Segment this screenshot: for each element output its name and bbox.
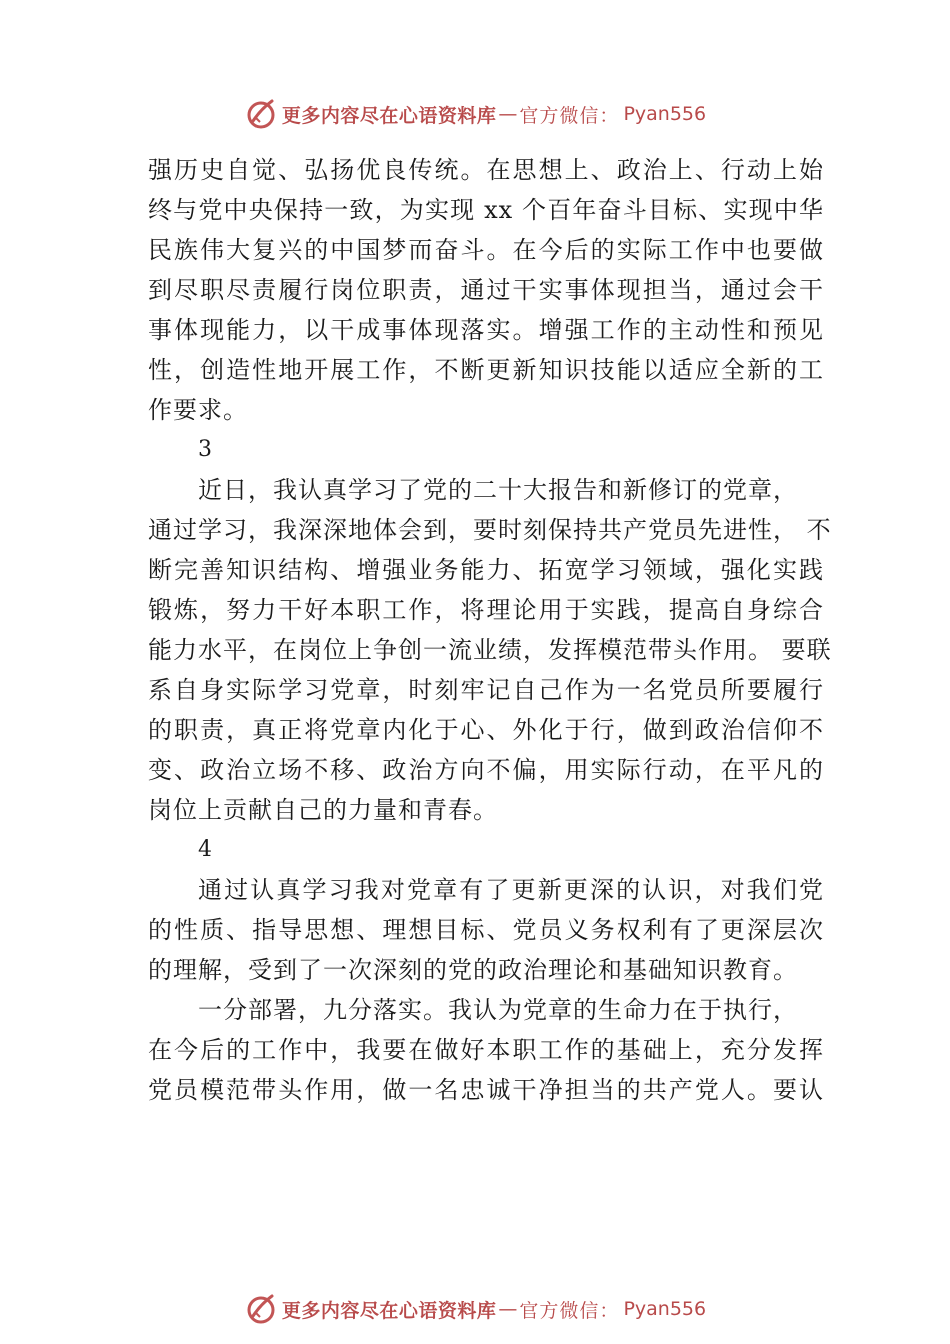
text-line: 的职责，真正将党章内化于心、外化于行，做到政治信仰不: [148, 716, 824, 744]
banner-wechat-label: 官方微信：: [519, 104, 620, 127]
text-line: 断完善知识结构、增强业务能力、拓宽学习领域，强化实践: [148, 556, 824, 584]
text-line: 事体现能力，以干成事体现落实。增强工作的主动性和预见: [148, 316, 824, 344]
banner-separator: —: [498, 1298, 518, 1320]
text-line: 能力水平，在岗位上争创一流业绩，发挥模范带头作用。 要联: [148, 636, 832, 664]
text-line: 一分部署，九分落实。我认为党章的生命力在于执行，: [198, 996, 798, 1024]
text-line: 通过认真学习我对党章有了更新更深的认识，对我们党: [198, 876, 824, 904]
text-line: 近日，我认真学习了党的二十大报告和新修订的党章，: [198, 476, 798, 504]
brush-logo-icon: [244, 97, 278, 131]
banner-title: 更多内容尽在心语资料库: [281, 104, 497, 127]
text-line: 终与党中央保持一致，为实现 xx 个百年奋斗目标、实现中华: [148, 196, 824, 224]
brush-logo-icon: [244, 1292, 278, 1326]
text-line: 系自身实际学习党章，时刻牢记自己作为一名党员所要履行: [148, 676, 824, 704]
text-line: 强历史自觉、弘扬优良传统。在思想上、政治上、行动上始: [148, 156, 824, 184]
text-line: 作要求。: [148, 396, 248, 424]
text-line: 的理解，受到了一次深刻的党的政治理论和基础知识教育。: [148, 956, 798, 984]
text-line: 性，创造性地开展工作，不断更新知识技能以适应全新的工: [148, 356, 824, 384]
text-line: 民族伟大复兴的中国梦而奋斗。在今后的实际工作中也要做: [148, 236, 824, 264]
section-number: 4: [198, 837, 213, 862]
banner-title: 更多内容尽在心语资料库: [281, 1299, 497, 1322]
document-body: [148, 150, 832, 1110]
text-line: 变、政治立场不移、政治方向不偏，用实际行动，在平凡的: [148, 756, 824, 784]
text-line: 党员模范带头作用，做一名忠诚干净担当的共产党人。要认: [148, 1076, 824, 1104]
text-line: 通过学习，我深深地体会到，要时刻保持共产党员先进性， 不: [148, 516, 832, 544]
header-banner: [0, 94, 950, 134]
banner-wechat-id: Pyan556: [623, 1298, 707, 1320]
footer-banner: [0, 1289, 950, 1329]
text-line: 锻炼，努力干好本职工作，将理论用于实践，提高自身综合: [148, 596, 824, 624]
text-line: 到尽职尽责履行岗位职责，通过干实事体现担当，通过会干: [148, 276, 824, 304]
banner-wechat-id: Pyan556: [623, 103, 707, 125]
banner-separator: —: [498, 103, 518, 125]
text-line: 岗位上贡献自己的力量和青春。: [148, 796, 498, 824]
text-line: 的性质、指导思想、理想目标、党员义务权利有了更深层次: [148, 916, 824, 944]
text-line: 在今后的工作中，我要在做好本职工作的基础上，充分发挥: [148, 1036, 824, 1064]
section-number: 3: [198, 437, 213, 462]
banner-wechat-label: 官方微信：: [519, 1299, 620, 1322]
